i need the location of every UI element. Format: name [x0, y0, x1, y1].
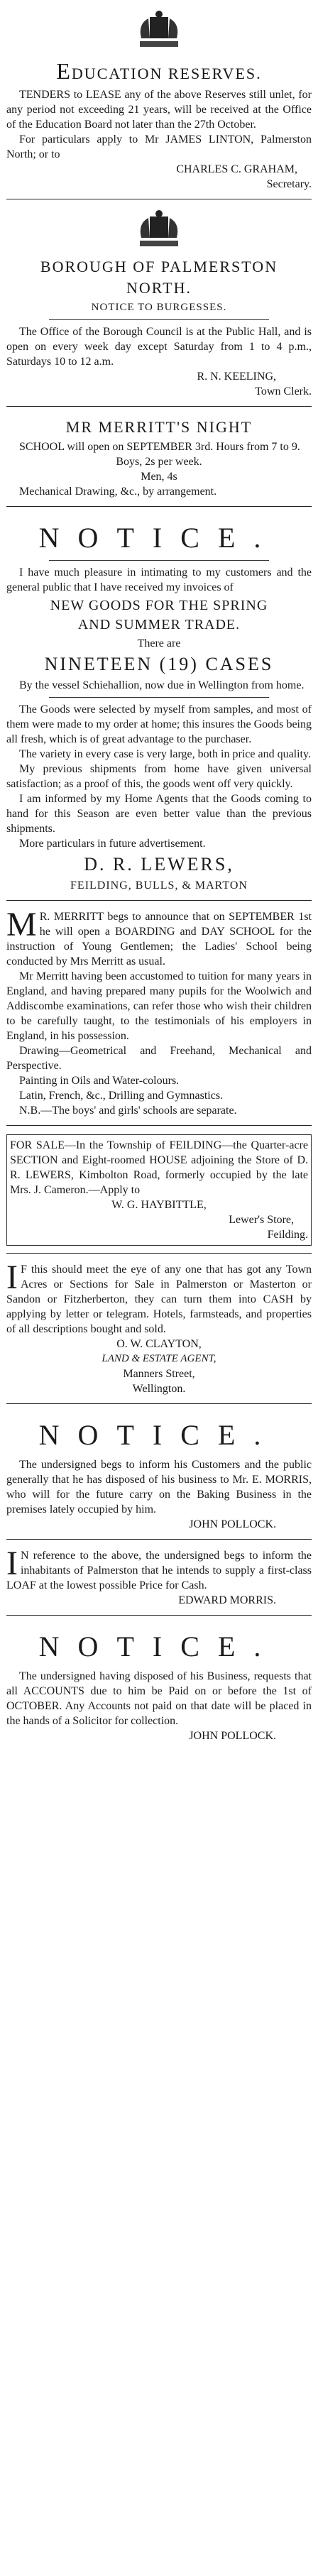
- drop-cap: I: [6, 1259, 18, 1296]
- ad-headline: MR MERRITT'S NIGHT: [65, 418, 253, 436]
- display-line-3: NINETEEN (19) CASES: [44, 654, 274, 674]
- divider: [49, 697, 269, 698]
- newspaper-column: [6, 0, 312, 1750]
- ad-body: The Office of the Borough Council is at the Public Hall, and is open on every week day except Saturday from 1 to 4 p.m., Saturdays 10 to 12 a.m.: [6, 326, 312, 368]
- ad-para-4: Painting in Oils and Water-colours.: [19, 1075, 180, 1087]
- ad-signer: CHARLES C. GRAHAM,: [176, 163, 297, 175]
- fees-men: Men, 4s: [141, 471, 177, 483]
- ad-signer: JOHN POLLOCK.: [189, 1518, 276, 1530]
- ad-role-1: Lewer's Store,: [229, 1214, 294, 1226]
- notice-heading: NOTICE.: [38, 1630, 280, 1662]
- morris-loaf-ad: [6, 1545, 312, 1616]
- display-line-2: AND SUMMER TRADE.: [77, 617, 241, 632]
- ad-para-2: The variety in every case is very large, both in price and quality.: [19, 748, 311, 760]
- notice-heading: NOTICE.: [38, 1419, 280, 1451]
- ad-signer: EDWARD MORRIS.: [178, 1594, 276, 1606]
- ad-headline: EDUCATION RESERVES.: [56, 58, 262, 84]
- ad-role-1: LAND & ESTATE AGENT,: [102, 1353, 216, 1364]
- more-particulars: More particulars in future advertisement.: [19, 838, 206, 850]
- ad-body: I N reference to the above, the undersigned begs to inform the inhabitants of Palmerston that he intends to supply a first-class LOAF at the lowest possible Price for Cash.: [6, 1545, 312, 1591]
- display-line-1: NEW GOODS FOR THE SPRING: [50, 598, 268, 613]
- fees-boys: Boys, 2s per week.: [116, 456, 202, 468]
- ad-intro: I have much pleasure in intimating to my customers and the general public that I have received my invoices of: [6, 566, 312, 593]
- divider: [49, 560, 269, 561]
- advertiser-places: FEILDING, BULLS, & MARTON: [70, 879, 248, 892]
- ad-body-2: Mechanical Drawing, &c., by arrangement.: [19, 486, 217, 498]
- there-are: There are: [137, 637, 181, 650]
- borough-coat-of-arms-icon: [6, 209, 312, 253]
- ad-body: FOR SALE—In the Township of FEILDING—the Quarter-acre SECTION and Eight-roomed HOUSE adjoining the Store of D. R. LEWERS, Kimbolton Road, formerly occupied by the late Mrs. J. Cameron.—Apply to: [10, 1139, 308, 1196]
- ad-subhead: NOTICE TO BURGESSES.: [91, 302, 227, 313]
- ad-para-3: Drawing—Geometrical and Freehand, Mechanical and Perspective.: [6, 1045, 312, 1072]
- education-reserves-ad: [6, 6, 312, 199]
- ad-para-2: Mr Merritt having been accustomed to tuition for many years in England, and having prepared many pupils for the Woolwich and Addiscombe examinations, can refer those who wish their children to be carefully taught, to the testimonials of his employers in England, in his possession.: [6, 970, 312, 1042]
- ad-body: The undersigned begs to inform his Customers and the public generally that he has disposed of his business to Mr. E. MORRIS, who will for the future carry on the Baking Business in the premises lately occupied by him.: [6, 1459, 312, 1516]
- ad-role: Town Clerk.: [255, 385, 312, 398]
- borough-notice-ad: [6, 205, 312, 407]
- vessel-line: By the vessel Schiehallion, now due in Wellington from home.: [19, 679, 305, 691]
- ad-body: I F this should meet the eye of any one that has got any Town Acres or Sections for Sale in Palmerston or Masterton or Sandon or Fitzherberton, they can turn them into CASH by applying by letter or telegram. Hotels, farmsteads, and properties of all descriptions bought and sold.: [6, 1259, 312, 1335]
- ad-headline-line2: NORTH.: [126, 279, 192, 297]
- merritt-school-ad: [6, 906, 312, 1126]
- ad-signer: W. G. HAYBITTLE,: [111, 1199, 207, 1211]
- lewers-new-goods-ad: [6, 513, 312, 901]
- advertiser-name: D. R. LEWERS,: [84, 854, 234, 875]
- drop-cap: I: [6, 1545, 18, 1582]
- ad-headline: BOROUGH OF PALMERSTON: [40, 258, 278, 275]
- boxed-ad: [6, 1134, 312, 1246]
- ad-role-3: Wellington.: [132, 1383, 186, 1395]
- ad-signer: R. N. KEELING,: [197, 371, 276, 383]
- ad-signer: O. W. CLAYTON,: [116, 1338, 202, 1350]
- ad-para-5: Latin, French, &c., Drilling and Gymnastics.: [19, 1090, 224, 1102]
- ad-signer: JOHN POLLOCK.: [189, 1730, 276, 1742]
- ad-role: Secretary.: [266, 178, 312, 190]
- ad-body: SCHOOL will open on SEPTEMBER 3rd. Hours from 7 to 9.: [19, 441, 300, 453]
- pollock-accounts-notice-ad: [6, 1621, 312, 1750]
- ad-para-1: M R. MERRITT begs to announce that on SEPTEMBER 1st he will open a BOARDING and DAY SCHOOL for the instruction of Young Gentlemen; the Ladies' School being conducted by Mrs Merritt as usual.: [6, 906, 312, 968]
- drop-cap: M: [6, 906, 37, 943]
- ad-body: The undersigned having disposed of his Business, requests that all ACCOUNTS due to him be Paid on or before the 1st of OCTOBER. Any Accounts not paid on that date will be placed in the hands of a Solicitor for collection.: [6, 1670, 312, 1727]
- ad-para-1: The Goods were selected by myself from samples, and most of them were made to my order at home; this insures the Goods being all fresh, which is of great advantage to the purchaser.: [6, 703, 312, 745]
- night-school-ad: [6, 412, 312, 507]
- ad-para-6: N.B.—The boys' and girls' schools are separate.: [19, 1105, 237, 1117]
- notice-heading: NOTICE.: [38, 522, 280, 554]
- pollock-notice-ad: [6, 1410, 312, 1540]
- royal-coat-of-arms-icon: [6, 10, 312, 54]
- ad-para-4: I am informed by my Home Agents that the Goods coming to hand for this Season are even better value than the previous shipments.: [6, 793, 312, 835]
- ad-role-2: Feilding.: [267, 1229, 308, 1241]
- ad-body: TENDERS to LEASE any of the above Reserves still unlet, for any period not exceeding 21 years, will be received at the Office of the Education Board not later than the 27th October.: [6, 89, 312, 131]
- for-sale-ad: [6, 1131, 312, 1254]
- ad-para-3: My previous shipments from home have given universal satisfaction; as a proof of this, the goods went off very quickly.: [6, 763, 312, 790]
- divider: [49, 319, 269, 320]
- ad-particulars: For particulars apply to Mr JAMES LINTON, Palmerston North; or to: [6, 133, 312, 160]
- clayton-land-agent-ad: [6, 1259, 312, 1404]
- ad-role-2: Manners Street,: [123, 1368, 195, 1380]
